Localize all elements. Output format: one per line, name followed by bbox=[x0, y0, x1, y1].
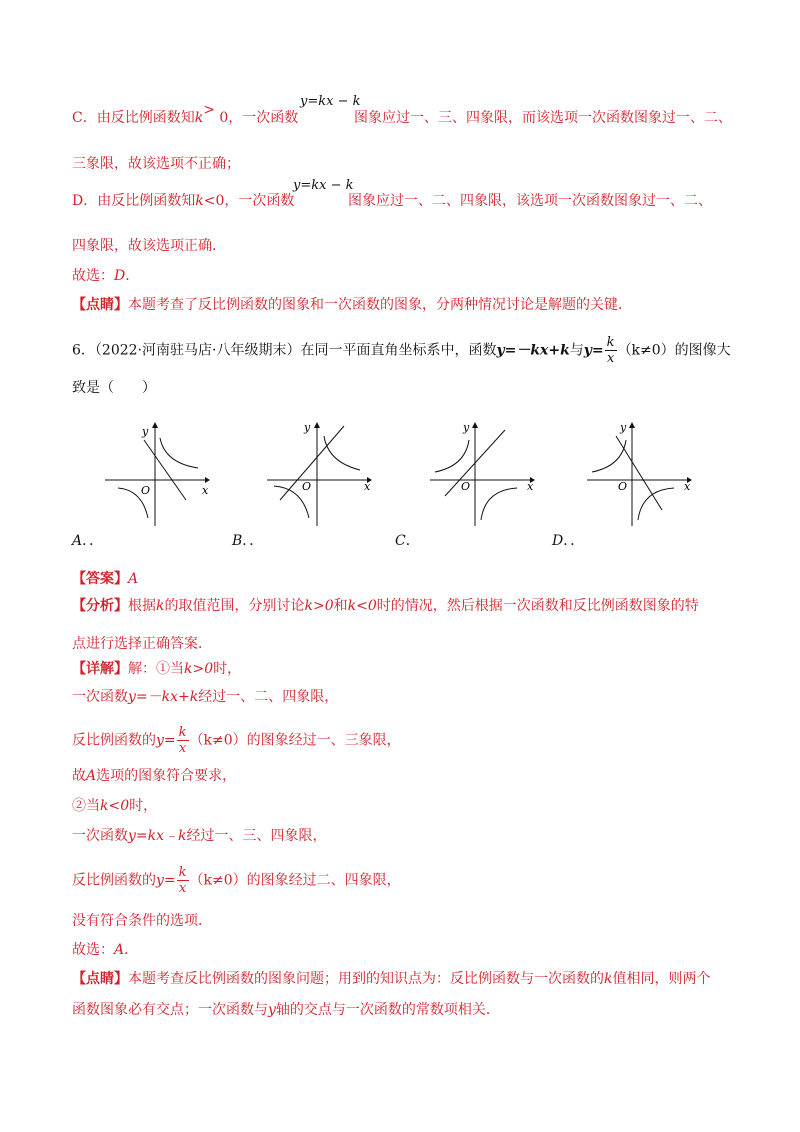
option-ref: A bbox=[86, 768, 97, 784]
fraction-numerator: k bbox=[178, 865, 187, 880]
detail-line-9 bbox=[72, 940, 138, 960]
detail-line-3 bbox=[72, 725, 401, 756]
comment-text: 本题考查了反比例函数的图象和一次函数的图象，分两种情况讨论是解题的关键． bbox=[128, 297, 632, 313]
condition: k>0 bbox=[184, 661, 214, 677]
hyperbola-branch-1 bbox=[435, 440, 469, 472]
option-c-label[interactable] bbox=[395, 530, 420, 550]
comment-tag: 【点睛】 bbox=[72, 971, 128, 987]
detail-text: 时， bbox=[213, 661, 242, 677]
graph-b bbox=[262, 418, 377, 530]
detail-text: 一次函数 bbox=[72, 828, 128, 844]
option-c-continuation: 三象限，故该选项不正确； bbox=[72, 156, 240, 172]
question-6 bbox=[72, 335, 731, 366]
comment-2-continuation bbox=[72, 1000, 500, 1020]
y-axis-arrow bbox=[152, 422, 158, 428]
function: y=kx﹣k bbox=[128, 828, 187, 844]
y-label: y bbox=[620, 421, 627, 434]
y-axis-arrow bbox=[472, 422, 478, 428]
condition: k<0 bbox=[100, 798, 130, 814]
detail-line-7 bbox=[72, 865, 401, 896]
detail-text: 解：①当 bbox=[128, 661, 184, 677]
analysis-continuation: 点进行选择正确答案． bbox=[72, 636, 212, 652]
option-c-label: C．由反比例函数知 bbox=[72, 110, 195, 126]
y-axis-arrow bbox=[629, 422, 635, 428]
graph-c bbox=[425, 418, 540, 530]
answer-value: A bbox=[128, 571, 139, 587]
detail-fraction-2 bbox=[177, 865, 189, 896]
comment-text: 函数图象必有交点；一次函数与 bbox=[72, 1002, 268, 1018]
hyperbola-branch-2 bbox=[638, 488, 674, 520]
choose-prefix: 故选： bbox=[72, 268, 114, 284]
detail-text: 选项的图象符合要求， bbox=[96, 768, 237, 784]
analysis-text: 根据 bbox=[128, 598, 156, 614]
option-letter: B bbox=[232, 533, 243, 549]
choose-answer-1 bbox=[72, 266, 139, 286]
detail-line-1 bbox=[72, 659, 241, 679]
graph-a bbox=[100, 418, 215, 530]
option-letter: A bbox=[72, 533, 83, 549]
detail-text: 故 bbox=[72, 768, 86, 784]
comment-2 bbox=[72, 969, 710, 989]
x-label: x bbox=[527, 480, 534, 493]
option-suffix: ．． bbox=[563, 533, 585, 549]
option-ref: A bbox=[114, 942, 125, 958]
option-d-function: y=kx − k bbox=[293, 178, 354, 193]
line-graph bbox=[616, 436, 662, 510]
origin-label: O bbox=[141, 484, 151, 497]
detail-line-5 bbox=[72, 796, 157, 816]
line-graph bbox=[280, 426, 344, 500]
x-label: x bbox=[202, 484, 209, 497]
detail-text: 一次函数 bbox=[72, 689, 128, 705]
y-label: y bbox=[142, 425, 149, 438]
detail-line-2 bbox=[72, 687, 338, 707]
graph-d bbox=[582, 418, 697, 530]
fraction-numerator: k bbox=[178, 725, 187, 740]
k-var: k bbox=[195, 193, 204, 209]
detail-text: 反比例函数的 bbox=[72, 872, 156, 889]
detail-line-4 bbox=[72, 766, 236, 786]
option-suffix: ．． bbox=[82, 533, 104, 549]
y-label: y bbox=[304, 421, 311, 434]
x-axis-arrow bbox=[205, 477, 210, 483]
detail-text: ②当 bbox=[72, 798, 100, 814]
hyperbola-branch-1 bbox=[324, 436, 360, 470]
option-b-label[interactable] bbox=[232, 530, 263, 550]
origin-label: O bbox=[618, 480, 628, 493]
k-var: k bbox=[604, 971, 613, 987]
fraction-denominator: x bbox=[178, 881, 187, 896]
question-mid: 与 bbox=[569, 342, 584, 359]
function-y: y= bbox=[156, 872, 176, 889]
analysis-text: 时的情况，然后根据一次函数和反比例函数图象的特 bbox=[376, 598, 699, 614]
x-label: x bbox=[684, 480, 691, 493]
origin-label: O bbox=[302, 480, 312, 493]
detail-line-6 bbox=[72, 826, 327, 846]
hyperbola-branch-1 bbox=[160, 438, 198, 468]
question-y: y= bbox=[583, 342, 604, 359]
function-y: y= bbox=[156, 732, 176, 749]
option-d-continuation: 四象限，故该选项正确． bbox=[72, 238, 226, 254]
option-d-label: D．由反比例函数知 bbox=[72, 193, 196, 209]
option-d-explanation bbox=[72, 191, 294, 211]
option-a-label[interactable] bbox=[72, 530, 103, 550]
detail-fraction bbox=[177, 725, 189, 756]
option-d-text: <0，一次函数 bbox=[203, 193, 295, 209]
k-var: k bbox=[194, 110, 204, 126]
question-fraction bbox=[605, 335, 617, 366]
gt-sign: > bbox=[203, 102, 215, 118]
fraction-numerator: k bbox=[606, 335, 615, 350]
analysis-text: 的取值范围，分别讨论 bbox=[164, 598, 305, 614]
detail-line-8: 没有符合条件的选项． bbox=[72, 913, 212, 929]
condition-2: k<0 bbox=[347, 598, 377, 614]
detail-text: 经过一、二、四象限， bbox=[198, 689, 339, 705]
detail-text: ． bbox=[124, 942, 139, 958]
choose-suffix: ． bbox=[125, 268, 140, 284]
function: y=－kx+k bbox=[128, 689, 199, 705]
condition-1: k>0 bbox=[304, 598, 334, 614]
answer bbox=[72, 569, 138, 589]
detail-text: （k≠0）的图象经过一、三象限， bbox=[189, 732, 401, 749]
analysis-tag: 【分析】 bbox=[72, 598, 128, 614]
detail-text: 反比例函数的 bbox=[72, 732, 156, 749]
question-condition: （k≠0）的图像大 bbox=[617, 342, 731, 359]
detail-tag: 【详解】 bbox=[72, 661, 128, 677]
option-c-explanation bbox=[72, 102, 299, 128]
x-label: x bbox=[364, 480, 371, 493]
question-source: （2022·河南驻马店·八年级期末）在同一平面直角坐标系中，函数 bbox=[94, 342, 497, 359]
answer-tag: 【答案】 bbox=[72, 571, 128, 587]
detail-text: 时， bbox=[129, 798, 158, 814]
y-var: y bbox=[268, 1002, 276, 1018]
choose-letter: D bbox=[114, 268, 126, 284]
y-label: y bbox=[463, 421, 470, 434]
option-letter: D bbox=[552, 533, 564, 549]
question-6-continuation: 致是（ ） bbox=[72, 380, 156, 396]
comment-text: 轴的交点与一次函数的常数项相关． bbox=[275, 1002, 500, 1018]
comment-tag: 【点睛】 bbox=[72, 297, 128, 313]
origin-label: O bbox=[461, 480, 471, 493]
analysis bbox=[72, 596, 699, 616]
option-d-rest: 图象应过一、二、四象限，该选项一次函数图象过一、二、 bbox=[348, 193, 712, 209]
fraction-denominator: x bbox=[606, 351, 615, 366]
option-letter: C bbox=[395, 533, 406, 549]
line-graph bbox=[144, 440, 186, 500]
comment-1 bbox=[72, 295, 632, 315]
analysis-text: 和 bbox=[333, 598, 348, 614]
option-c-rest: 图象应过一、三、四象限，而该选项一次函数图象过一、二、 bbox=[354, 110, 732, 126]
fraction-denominator: x bbox=[178, 741, 187, 756]
comment-text: 本题考查反比例函数的图象问题；用到的知识点为：反比例函数与一次函数的 bbox=[128, 971, 604, 987]
k-var: k bbox=[156, 598, 165, 614]
option-suffix: ． bbox=[405, 533, 420, 549]
option-c-text: 0，一次函数 bbox=[214, 110, 299, 126]
detail-text: 经过一、三、四象限， bbox=[186, 828, 327, 844]
question-number: 6． bbox=[72, 342, 95, 359]
comment-text: 值相同，则两个 bbox=[612, 971, 711, 987]
option-d-label[interactable] bbox=[552, 530, 584, 550]
option-c-function: y=kx − k bbox=[300, 94, 361, 109]
question-function-1: y=－kx+k bbox=[496, 342, 570, 359]
detail-text: （k≠0）的图象经过二、四象限， bbox=[189, 872, 401, 889]
y-axis-arrow bbox=[314, 422, 320, 428]
option-suffix: ．． bbox=[242, 533, 264, 549]
detail-text: 故选： bbox=[72, 942, 114, 958]
hyperbola-branch-2 bbox=[481, 488, 517, 520]
